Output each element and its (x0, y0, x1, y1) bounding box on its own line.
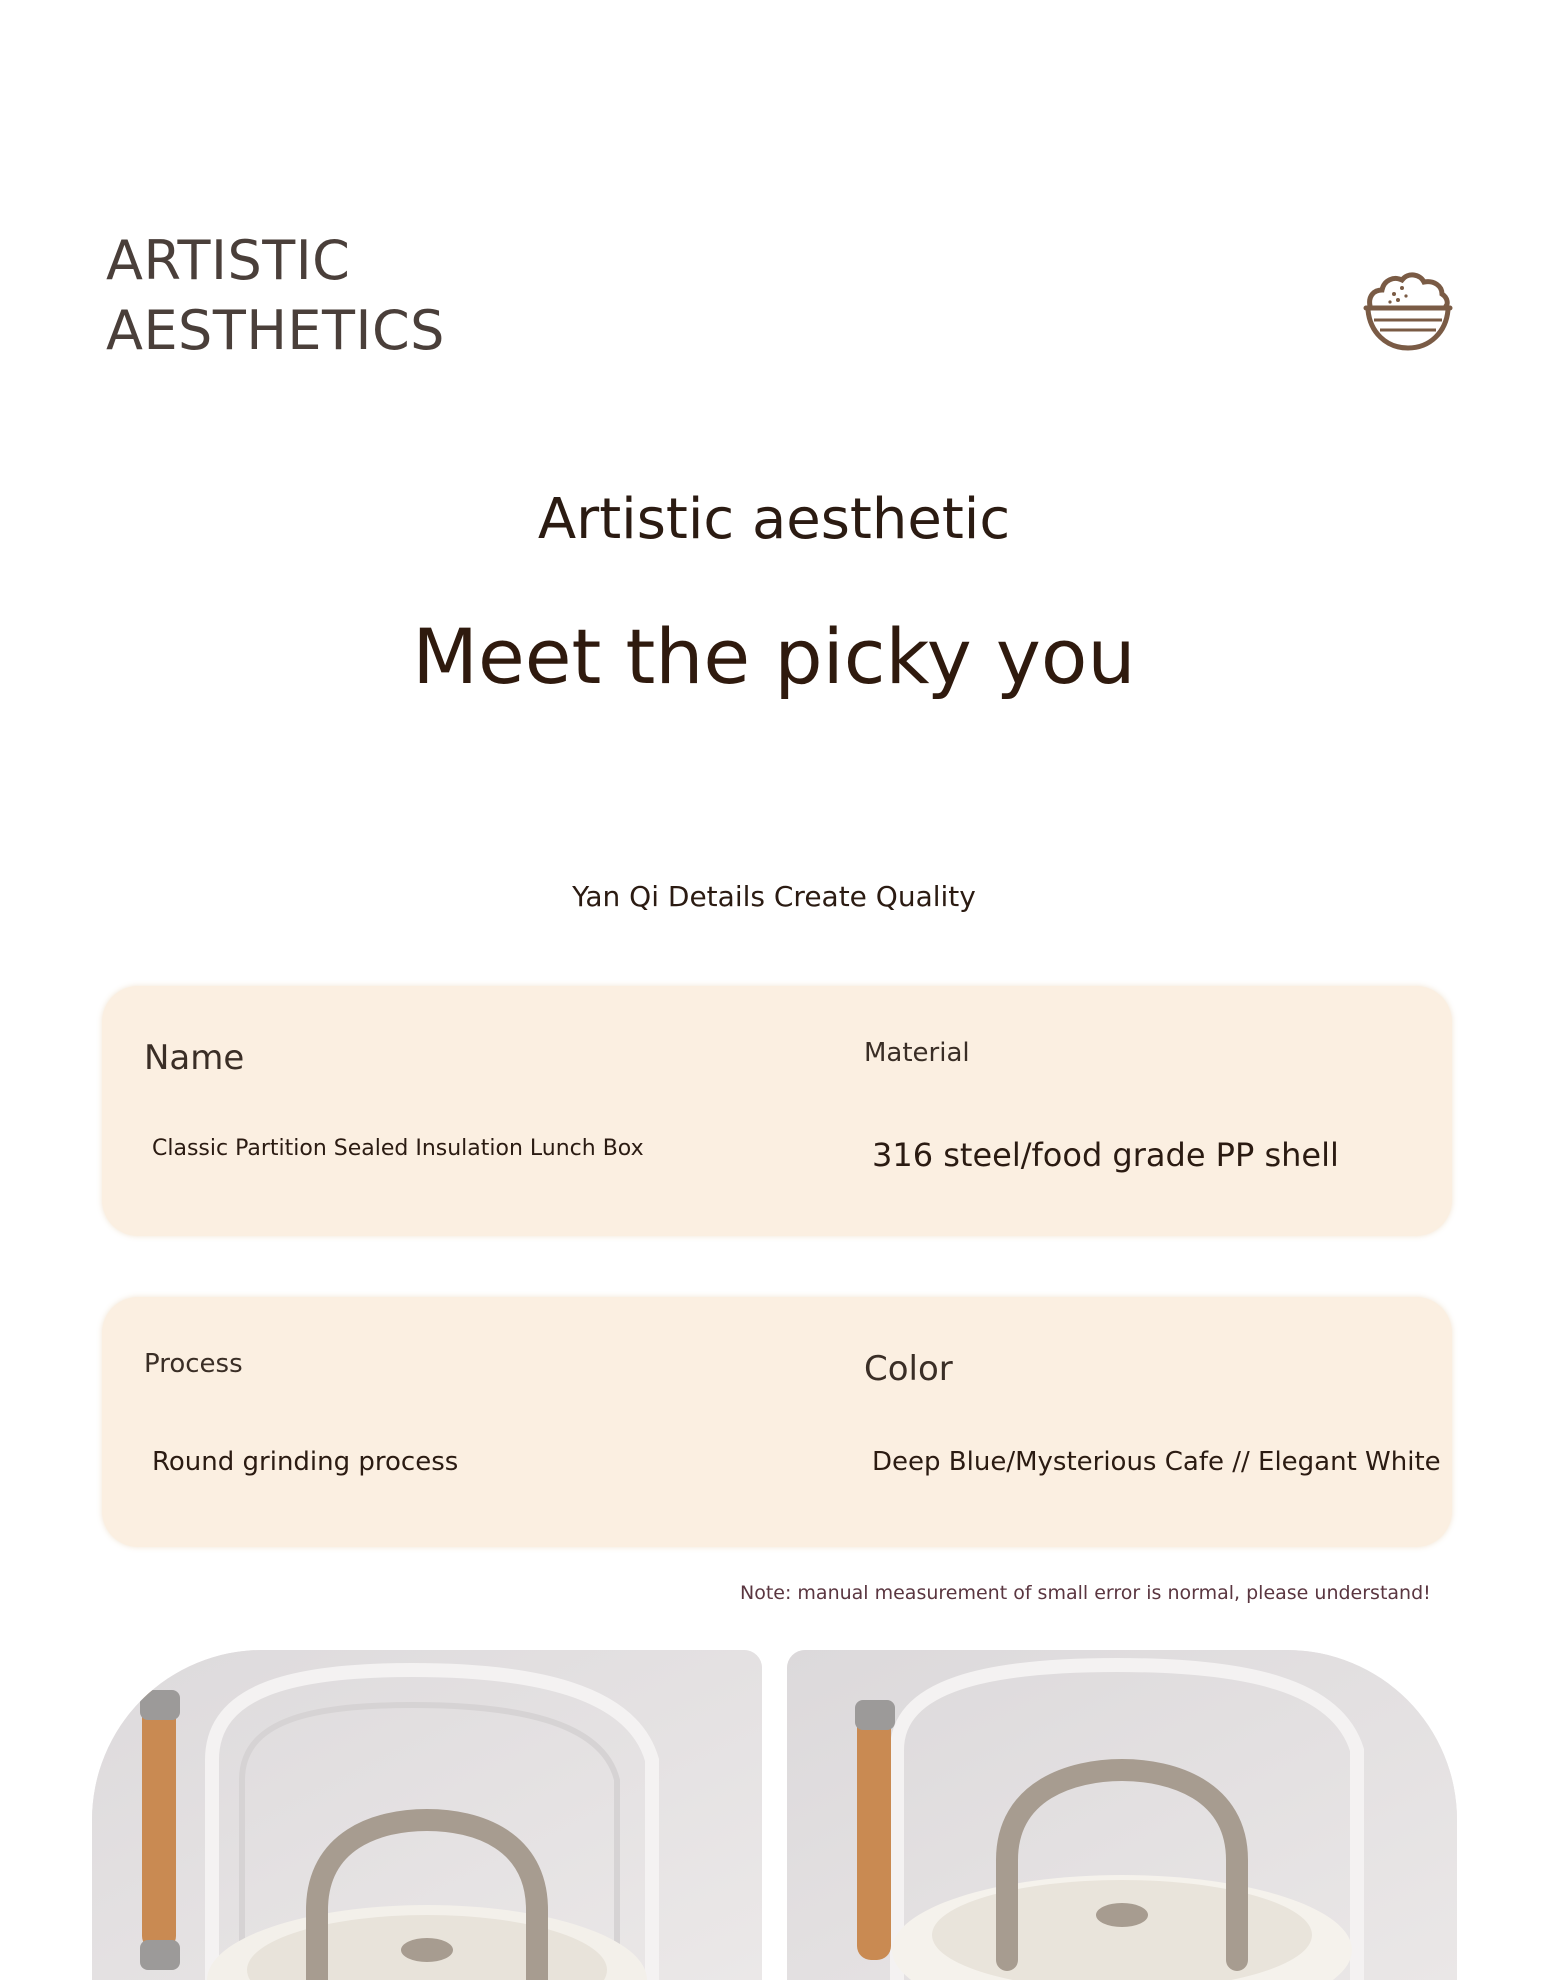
page-headline: Meet the picky you (412, 612, 1136, 701)
spec-value-process: Round grinding process (152, 1447, 459, 1477)
brand-line-1: ARTISTIC (106, 229, 351, 292)
section-subtitle: Artistic aesthetic (537, 487, 1011, 552)
spec-label-process: Process (144, 1349, 243, 1379)
spec-value-color: Deep Blue/Mysterious Cafe // Elegant White (872, 1447, 1441, 1477)
spec-card-name-material (102, 986, 1452, 1236)
rice-bowl-icon (1360, 258, 1456, 354)
measurement-note: Note: manual measurement of small error is normal, please understand! (740, 1582, 1431, 1604)
spec-label-name: Name (144, 1038, 245, 1078)
tagline: Yan Qi Details Create Quality (572, 880, 976, 913)
spec-value-name: Classic Partition Sealed Insulation Lunch Box (152, 1136, 644, 1161)
brand-line-2: AESTHETICS (106, 299, 445, 362)
spec-label-color: Color (864, 1349, 953, 1389)
spec-label-material: Material (864, 1038, 970, 1068)
spec-card-process-color (102, 1297, 1452, 1547)
spec-value-material: 316 steel/food grade PP shell (872, 1136, 1339, 1174)
product-photo-left (92, 1650, 762, 1980)
product-photo-right (787, 1650, 1457, 1980)
brand-wordmark (106, 226, 445, 366)
